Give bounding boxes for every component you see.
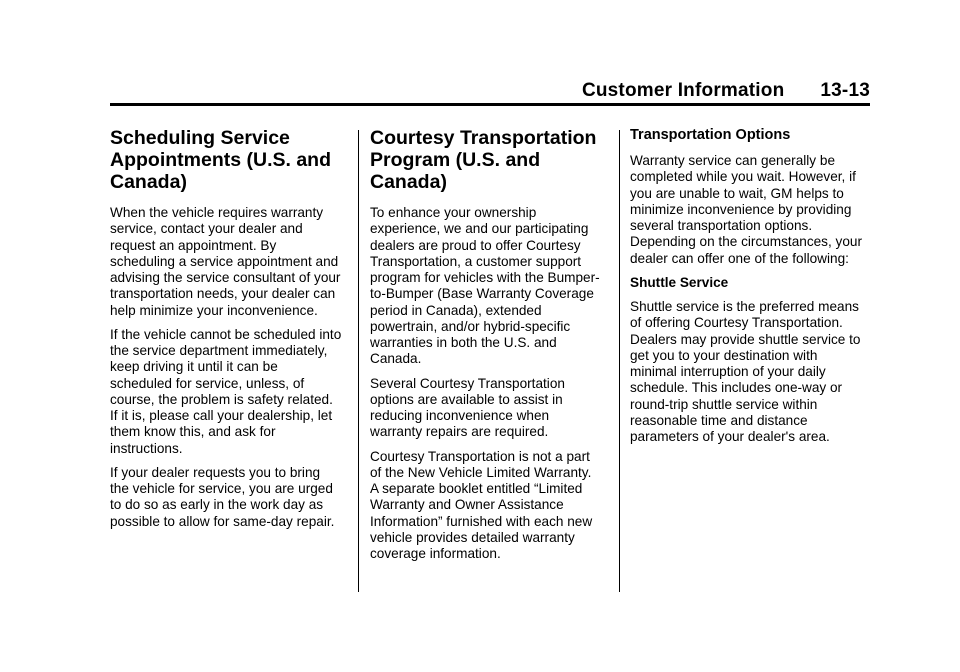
body-paragraph: Shuttle service is the preferred means of offering Courtesy Transportation. Dealers may provide shuttle service to get you to your destination with minimal interruption of your daily schedule. This includes one-way or round-trip shuttle service within reasonable time and distance parameters of your dealer's area. — [630, 299, 861, 444]
column-divider-right — [619, 130, 620, 592]
running-header — [582, 80, 870, 102]
header-rule — [110, 103, 870, 106]
body-paragraph: Warranty service can generally be completed while you wait. However, if you are unable to wait, GM helps to minimize inconvenience by providing several transportation options. Depending on the circumstances, your dealer can offer one of the following: — [630, 153, 862, 266]
body-paragraph: Several Courtesy Transportation options are available to assist in reducing inconvenience when warranty repairs are required. — [370, 375, 565, 440]
page-header — [110, 80, 870, 104]
column-scheduling-service — [110, 127, 342, 538]
body-paragraph: If the vehicle cannot be scheduled into the service department immediately, keep driving it until it can be scheduled for service, unless, of course, the problem is safety related. If it is, please call your dealership, let them know this, and ask for instructions. — [110, 326, 342, 456]
body-paragraph: Courtesy Transportation is not a part of the New Vehicle Limited Warranty. A separate booklet entitled “Limited Warranty and Owner Assistance Information” furnished with each new vehicle provides detailed warranty coverage information. — [370, 448, 593, 561]
column-divider-left — [358, 130, 359, 592]
section-title: Customer Information — [581, 80, 785, 101]
column-courtesy-transportation — [370, 127, 602, 570]
body-paragraph: When the vehicle requires warranty service, contact your dealer and request an appointment. By scheduling a service appointment and advising the service consultant of your transportation needs, your dealer can help minimize your inconvenience. — [110, 205, 341, 318]
section-heading: Courtesy Transportation Program (U.S. and Canada) — [370, 127, 597, 193]
section-heading: Scheduling Service Appointments (U.S. and Canada) — [110, 127, 331, 193]
body-paragraph: To enhance your ownership experience, we and our participating dealers are proud to offer Courtesy Transportation, a customer support program for vehicles with the Bumper-to-Bumper (Base Warranty Coverage period in Canada), extended powertrain, and/or hybrid-specific warranties in both the U.S. and Canada. — [370, 205, 600, 367]
page-number: 13-13 — [820, 80, 870, 101]
body-paragraph: If your dealer requests you to bring the vehicle for service, you are urged to do so as early in the work day as possible to allow for same-day repair. — [110, 464, 335, 529]
subsection-heading: Transportation Options — [630, 127, 791, 143]
column-transportation-options — [630, 127, 862, 453]
shuttle-service-heading: Shuttle Service — [630, 274, 729, 290]
